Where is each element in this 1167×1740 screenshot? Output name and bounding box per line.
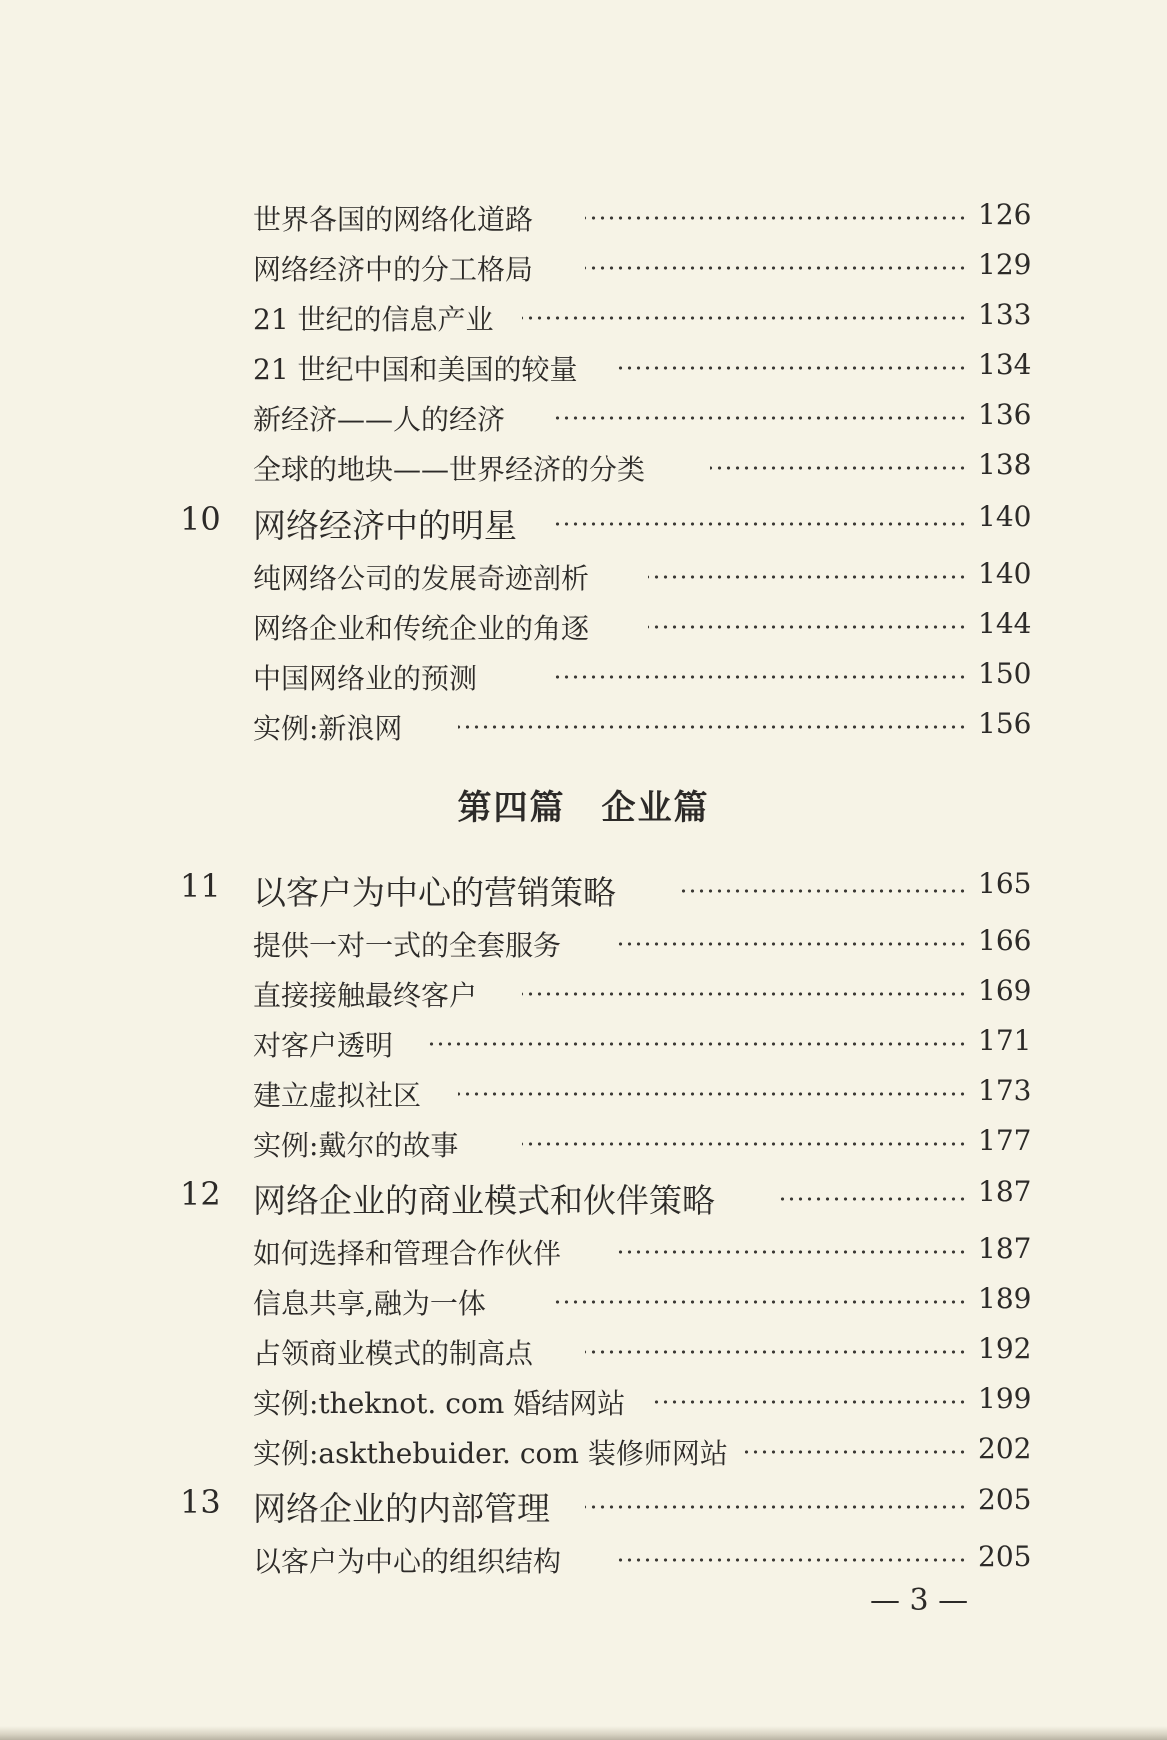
entry-title: 如何选择和管理合作伙伴	[253, 1237, 562, 1270]
dot-leader	[522, 992, 967, 996]
entry-page: 205	[978, 1540, 1032, 1573]
dot-leader	[585, 1350, 967, 1354]
chapter-title: 以客户为中心的营销策略	[253, 873, 616, 912]
entry-title: 实例:戴尔的故事	[253, 1129, 459, 1162]
part-heading: 第四篇 企业篇	[457, 788, 710, 828]
entry-title: 占领商业模式的制高点	[253, 1337, 534, 1370]
entry-page: 133	[978, 298, 1032, 331]
chapter-page: 165	[978, 867, 1032, 900]
entry-page: 144	[978, 607, 1032, 640]
chapter-title: 网络企业的内部管理	[253, 1489, 550, 1528]
dot-leader	[585, 1505, 967, 1509]
entry-title: 提供一对一式的全套服务	[253, 929, 562, 962]
dot-leader	[585, 216, 967, 220]
dot-leader	[555, 522, 967, 526]
chapter-number: 12	[180, 1175, 221, 1213]
entry-title: 网络经济中的分工格局	[253, 253, 534, 286]
entry-page: 156	[978, 707, 1032, 740]
dot-leader	[648, 625, 967, 629]
entry-page: 166	[978, 924, 1032, 957]
entry-title: 直接接触最终客户	[253, 979, 478, 1012]
entry-title: 信息共享,融为一体	[253, 1287, 486, 1320]
entry-page: 173	[978, 1074, 1032, 1107]
chapter-number: 10	[180, 500, 221, 538]
entry-page: 136	[978, 398, 1032, 431]
dot-leader	[552, 1300, 967, 1304]
entry-title: 纯网络公司的发展奇迹剖析	[253, 562, 590, 595]
entry-page: 134	[978, 348, 1032, 381]
dot-leader	[522, 316, 967, 320]
dot-leader	[617, 1558, 967, 1562]
entry-title: 建立虚拟社区	[253, 1079, 422, 1112]
entry-page: 129	[978, 248, 1032, 281]
entry-title: 实例:新浪网	[253, 712, 403, 745]
dot-leader	[522, 1142, 967, 1146]
dot-leader	[745, 1450, 967, 1454]
dot-leader	[428, 1042, 967, 1046]
chapter-page: 205	[978, 1483, 1032, 1516]
entry-title: 对客户透明	[253, 1029, 394, 1062]
chapter-page: 187	[978, 1175, 1032, 1208]
entry-title: 21 世纪中国和美国的较量	[253, 353, 578, 386]
entry-title: 全球的地块——世界经济的分类	[253, 453, 646, 486]
entry-page: 187	[978, 1232, 1032, 1265]
chapter-number: 13	[180, 1483, 221, 1521]
dot-leader	[458, 1092, 967, 1096]
entry-page: 177	[978, 1124, 1032, 1157]
entry-page: 138	[978, 448, 1032, 481]
dot-leader	[648, 575, 967, 579]
dot-leader	[680, 889, 967, 893]
dot-leader	[615, 366, 967, 370]
entry-page: 171	[978, 1024, 1032, 1057]
entry-page: 126	[978, 198, 1032, 231]
entry-title: 实例:askthebuider. com 装修师网站	[253, 1437, 728, 1470]
chapter-title: 网络经济中的明星	[253, 506, 517, 545]
chapter-number: 11	[180, 867, 221, 905]
entry-page: 169	[978, 974, 1032, 1007]
entry-title: 21 世纪的信息产业	[253, 303, 494, 336]
dot-leader	[552, 416, 967, 420]
dot-leader	[650, 1400, 967, 1404]
entry-page: 150	[978, 657, 1032, 690]
page-number: — 3 —	[870, 1583, 969, 1618]
dot-leader	[617, 942, 967, 946]
chapter-title: 网络企业的商业模式和伙伴策略	[253, 1181, 715, 1220]
dot-leader	[458, 725, 967, 729]
dot-leader	[617, 1250, 967, 1254]
entry-page: 140	[978, 557, 1032, 590]
chapter-page: 140	[978, 500, 1032, 533]
entry-page: 202	[978, 1432, 1032, 1465]
entry-title: 新经济——人的经济	[253, 403, 506, 436]
dot-leader	[778, 1197, 967, 1201]
dot-leader	[552, 675, 967, 679]
entry-title: 世界各国的网络化道路	[253, 203, 534, 236]
entry-title: 以客户为中心的组织结构	[253, 1545, 562, 1578]
dot-leader	[710, 466, 967, 470]
page-edge-shadow	[0, 1726, 1167, 1740]
entry-page: 199	[978, 1382, 1032, 1415]
entry-page: 192	[978, 1332, 1032, 1365]
entry-title: 中国网络业的预测	[253, 662, 478, 695]
dot-leader	[585, 266, 967, 270]
entry-page: 189	[978, 1282, 1032, 1315]
entry-title: 实例:theknot. com 婚结网站	[253, 1387, 626, 1420]
entry-title: 网络企业和传统企业的角逐	[253, 612, 590, 645]
